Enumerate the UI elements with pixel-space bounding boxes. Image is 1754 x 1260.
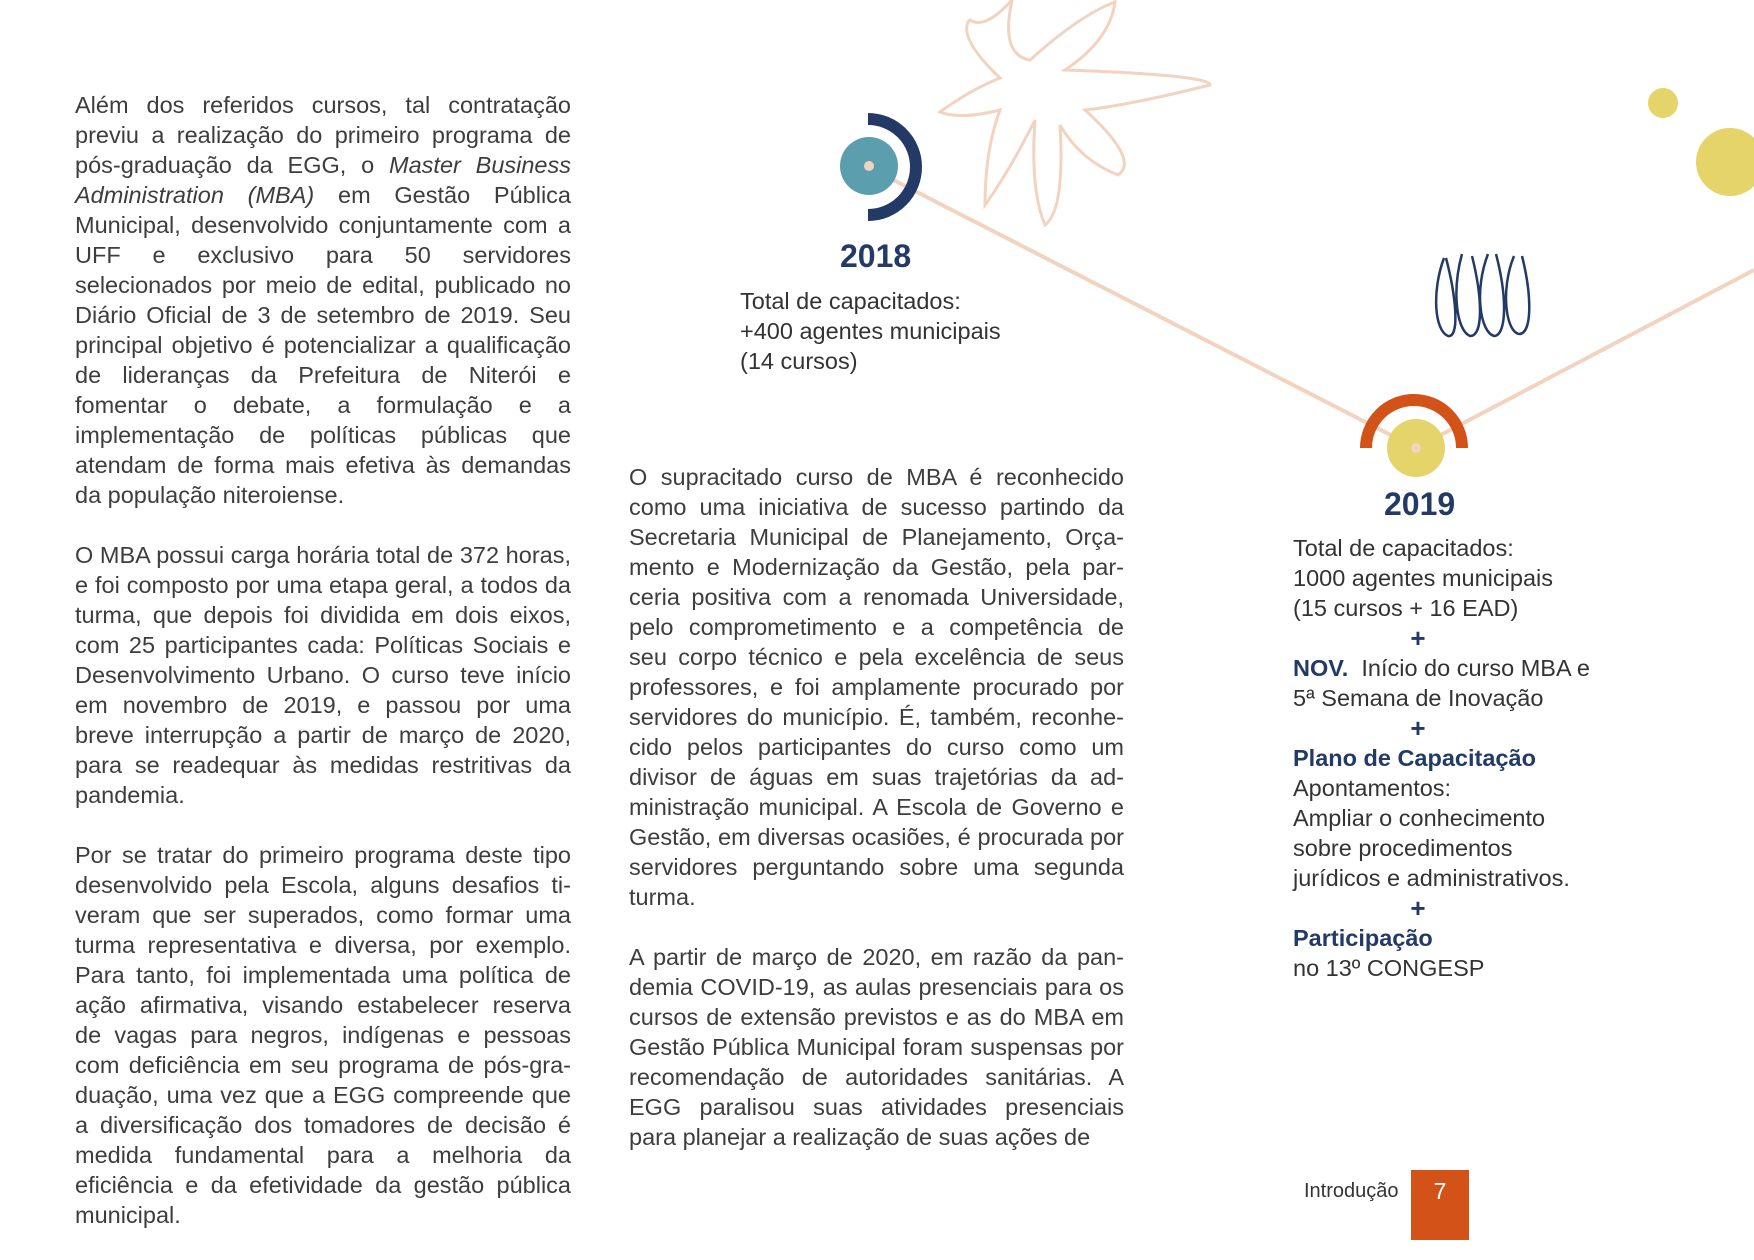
plus-separator: + [1410, 623, 1426, 653]
paragraph-mba-success: O supracitado curso de MBA é reconhecido como uma iniciativa de sucesso partindo da Secretaria Municipal de Planejamento, Orçamento e Modernização da Gestão, pela parceria positiva com a renomada Universidade, pelo comprometimento e a competência de seu corpo técnico e pela excelência de seus professores, e foi amplamente procurado por servidores do município. É, também, reconhecido pelos participantes do curso como um divisor de águas em suas trajetórias da administração municipal. A Escola de Governo e Gestão, em diversas ocasiões, é procurada por servidores perguntando sobre uma segunda turma. [629, 464, 1124, 910]
year-2019-heading: 2019 [1384, 486, 1456, 522]
timeline-line-2 [1416, 270, 1754, 448]
paragraph-text: Além dos referidos cursos, tal contratação previu a realização do primeiro programa de pós-graduação da EGG, o [75, 92, 571, 178]
mba-italic-term: Master Business Administration (MBA) [75, 152, 572, 208]
info-line: +400 agentes municipais [740, 318, 1001, 344]
info-line: sobre procedimentos [1293, 835, 1513, 861]
paragraph-mba-hours: O MBA possui carga horária total de 372 horas, e foi composto por uma etapa geral, a todos da turma, que depois foi dividida em dois eixos, com 25 participantes cada: Políticas Sociais e Desenvolvimento Urbano. O curso teve início em novembro de 2019, e passou por uma breve interrupção a partir de março de 2020, para se readequar às medidas restritivas da pandemia. [75, 542, 571, 808]
participation-title: Participação [1293, 925, 1433, 951]
plus-separator: + [1410, 713, 1426, 743]
info-line: 5ª Semana de Inovação [1293, 685, 1544, 711]
nov-line [1293, 653, 1590, 683]
body-column-2 [629, 462, 1124, 1152]
info-line: 1000 agentes municipais [1293, 565, 1553, 591]
info-line: Apontamentos: [1293, 775, 1452, 801]
timeline-2019-info [1293, 533, 1590, 983]
nov-text: Início do curso MBA e [1348, 655, 1590, 681]
plus-separator: + [1410, 893, 1426, 923]
marker-2018-center [864, 161, 874, 171]
info-line: Total de capacitados: [740, 288, 961, 314]
section-label: Introdução [1304, 1180, 1399, 1202]
starburst-shape [940, 0, 1210, 225]
paragraph-affirmative-action: Por se tratar do primeiro programa deste tipo desenvolvido pela Escola, alguns desafios tiveram que ser superados, como formar uma turma representativa e diversa, por exemplo. Para tanto, foi implementada uma política de ação afirmativa, visando estabelecer reserva de vagas para negros, indígenas e pessoas com deficiência em seu programa de pós-graduação, uma vez que a EGG compreende que a diversificação dos tomadores de decisão é medida fundamental para a melhoria da eficiência e da efetividade da gestão pública municipal. [75, 842, 571, 1228]
timeline-2018-info [740, 286, 1001, 376]
paragraph-pandemic: A partir de março de 2020, em razão da pandemia COVID-19, as aulas presenciais para os cursos de extensão previstos e as do MBA em Gestão Pública Municipal foram suspensas por recomendação de autoridades sanitárias. A EGG paralisou suas atividades presenciais para planejar a realização de suas ações de [629, 944, 1124, 1150]
info-line: jurídicos e administrativos. [1293, 865, 1570, 891]
page-number-badge [1411, 1170, 1469, 1240]
info-line: Total de capacitados: [1293, 535, 1514, 561]
info-line: no 13º CONGESP [1293, 955, 1485, 981]
nov-label: NOV. [1293, 655, 1349, 681]
year-2018-heading: 2018 [840, 238, 912, 274]
plano-title: Plano de Capacitação [1293, 745, 1536, 771]
info-line: (15 cursos + 16 EAD) [1293, 595, 1519, 621]
marker-2019-center [1411, 443, 1421, 453]
paragraph-mba-intro [75, 90, 571, 510]
blob-large [1696, 128, 1754, 196]
body-column-1 [75, 90, 571, 1260]
page-number: 7 [1433, 1178, 1447, 1204]
blob-small [1648, 88, 1678, 118]
loops-doodle [1436, 254, 1529, 336]
paragraph-text: em Gestão Pública Municipal, desenvolvido conjuntamente com a UFF e exclusivo para 50 servidores selecionados por meio de edital, publicado no Diário Oficial de 3 de setembro de 2019. Seu principal objetivo é potencializar a qualificação de lideranças da Prefeitura de Niterói e fomentar o debate, a formulação e a implementação de políticas públicas que atendam de forma mais efetiva às demandas da população niteroiense. [75, 182, 571, 508]
info-line: (14 cursos) [740, 348, 858, 374]
info-line: Ampliar o conhecimento [1293, 805, 1546, 831]
